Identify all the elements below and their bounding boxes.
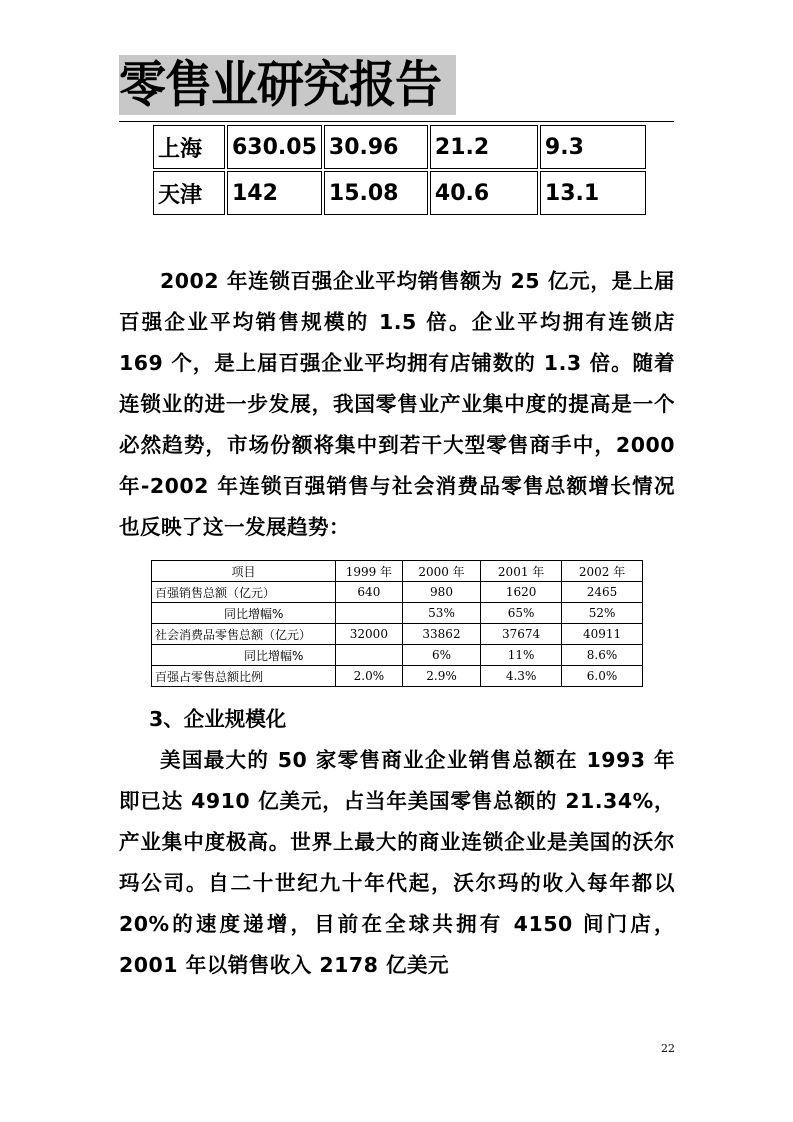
paragraph-1-block — [119, 261, 675, 548]
table-row — [152, 624, 643, 645]
column-header: 2000 年 — [402, 561, 480, 582]
table-cell: 天津 — [153, 171, 225, 215]
table-row — [152, 645, 643, 666]
table-cell: 142 — [227, 171, 322, 215]
table-cell: 15.08 — [324, 171, 428, 215]
table-cell: 11% — [481, 645, 562, 666]
row-label: 社会消费品零售总额（亿元） — [152, 624, 336, 645]
table-cell: 640 — [335, 582, 402, 603]
table-cell: 6.0% — [562, 666, 643, 687]
table-cell: 33862 — [402, 624, 480, 645]
paragraph-2-block — [119, 740, 675, 986]
table-row — [152, 582, 643, 603]
table-cell: 6% — [402, 645, 480, 666]
paragraph-2: 美国最大的 50 家零售商业企业销售总额在 1993 年即已达 4910 亿美元，占当年美国零售总额的 21.34%，产业集中度极高。世界上最大的商业连锁企业是美国的沃尔玛公司。自二十世纪九十年代起，沃尔玛的收入每年都以 20%的速度递增，目前在全球共拥有 4150 间门店，2001 年以销售收入 2178 亿美元 — [119, 748, 675, 977]
table-cell: 65% — [481, 603, 562, 624]
table-cell: 9.3 — [540, 125, 646, 169]
table-cell: 1620 — [481, 582, 562, 603]
city-table — [151, 123, 648, 217]
paragraph-1: 2002 年连锁百强企业平均销售额为 25 亿元，是上届百强企业平均销售规模的 1.5 倍。企业平均拥有连锁店 169 个，是上届百强企业平均拥有店铺数的 1.3 倍。随着连锁业的进一步发展，我国零售业产业集中度的提高是一个必然趋势，市场份额将集中到若干大型零售商手中，2000 年-2002 年连锁百强销售与社会消费品零售总额增长情况也反映了这一发展趋势： — [119, 269, 675, 539]
row-label: 同比增幅% — [152, 603, 336, 624]
table-header-row — [152, 561, 643, 582]
header-rule — [119, 121, 674, 122]
column-header: 项目 — [152, 561, 336, 582]
row-label: 同比增幅% — [152, 645, 336, 666]
table-cell: 上海 — [153, 125, 225, 169]
table-cell: 37674 — [481, 624, 562, 645]
table-cell: 32000 — [335, 624, 402, 645]
table-row — [152, 666, 643, 687]
table-cell — [335, 603, 402, 624]
header-title: 零售业研究报告 — [119, 56, 441, 115]
table-cell: 13.1 — [540, 171, 646, 215]
table-cell: 630.05 — [227, 125, 322, 169]
page-number: 22 — [661, 1042, 675, 1055]
table-cell: 52% — [562, 603, 643, 624]
table-cell: 2.9% — [402, 666, 480, 687]
column-header: 2002 年 — [562, 561, 643, 582]
table-cell: 21.2 — [430, 125, 538, 169]
table-cell: 8.6% — [562, 645, 643, 666]
section-heading: 3、企业规模化 — [149, 707, 287, 731]
table-row — [152, 603, 643, 624]
table-cell: 40.6 — [430, 171, 538, 215]
table-cell — [335, 645, 402, 666]
row-label: 百强占零售总额比例 — [152, 666, 336, 687]
table-cell: 2.0% — [335, 666, 402, 687]
row-label: 百强销售总额（亿元） — [152, 582, 336, 603]
table-cell: 980 — [402, 582, 480, 603]
table-cell: 53% — [402, 603, 480, 624]
table-cell: 4.3% — [481, 666, 562, 687]
column-header: 2001 年 — [481, 561, 562, 582]
table-cell: 30.96 — [324, 125, 428, 169]
column-header: 1999 年 — [335, 561, 402, 582]
sales-growth-table — [151, 560, 643, 687]
table-row — [153, 171, 646, 215]
table-row — [153, 125, 646, 169]
table-cell: 2465 — [562, 582, 643, 603]
table-cell: 40911 — [562, 624, 643, 645]
